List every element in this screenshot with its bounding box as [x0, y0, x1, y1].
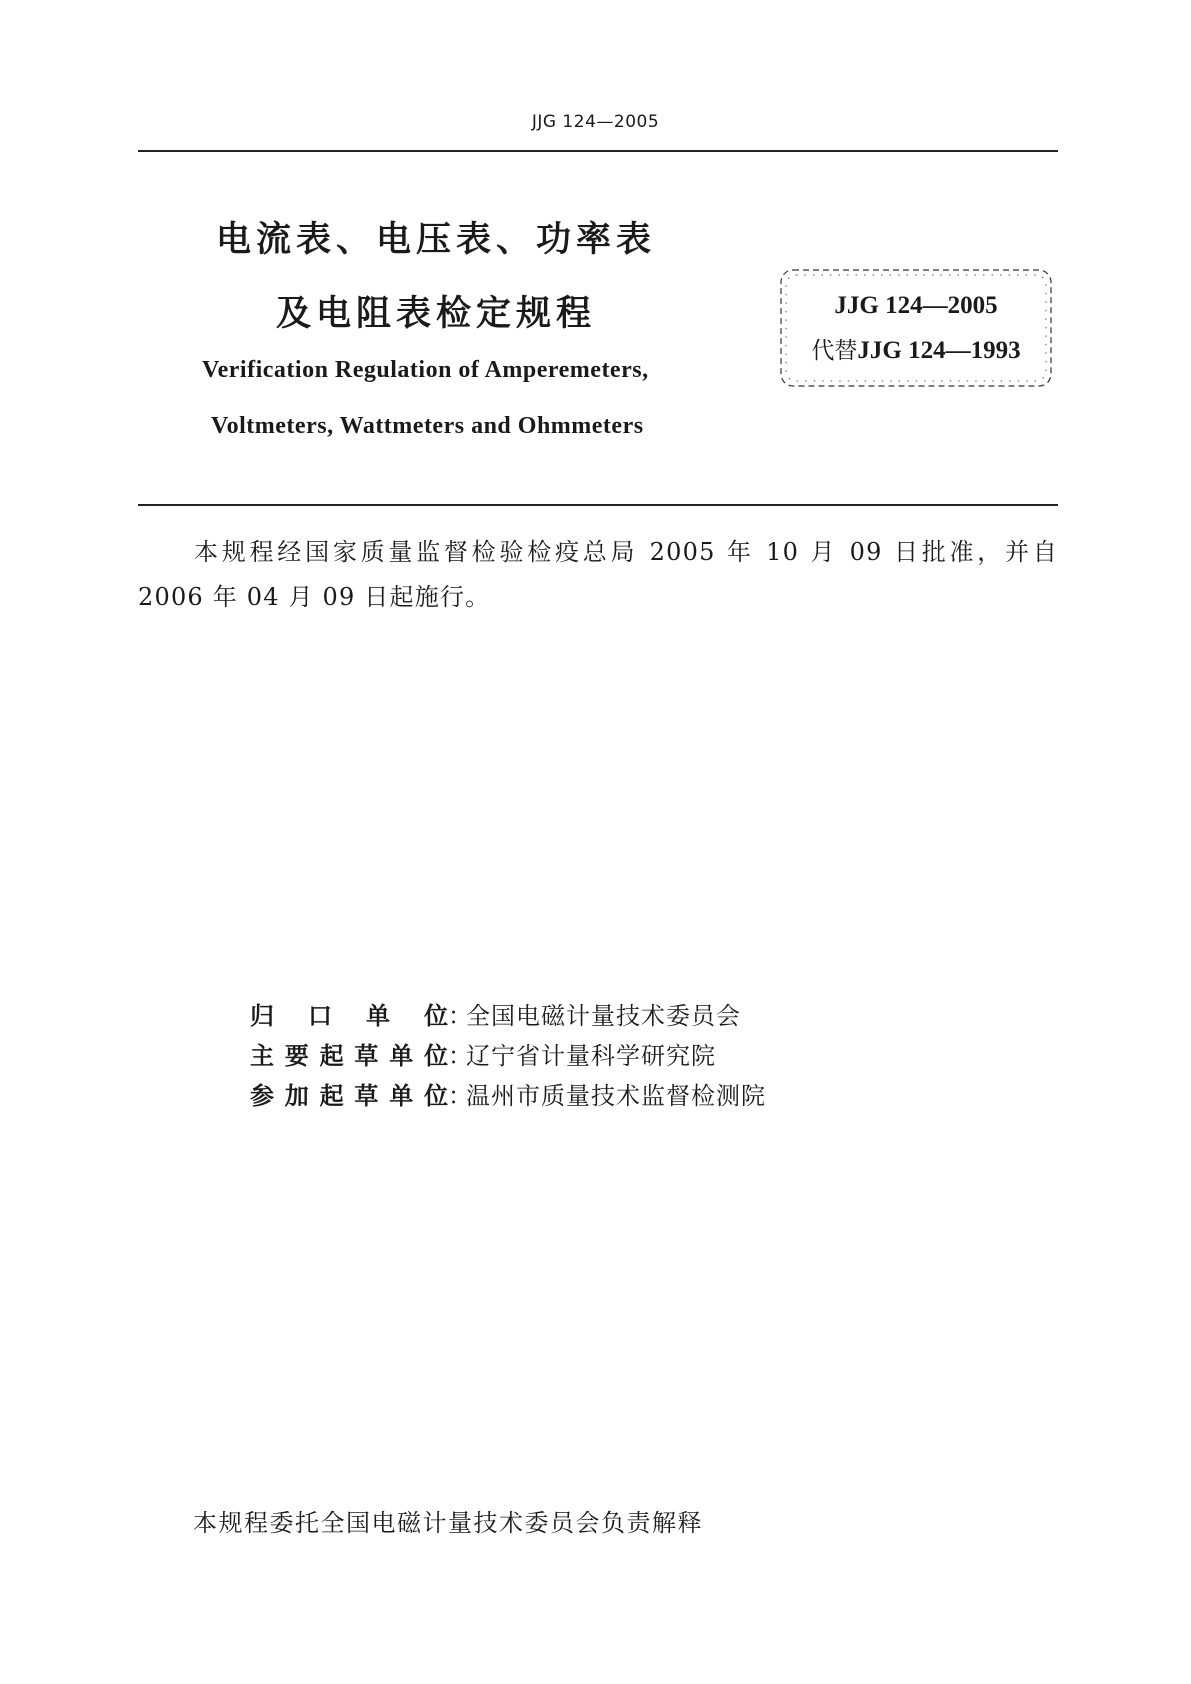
title-chinese-line-1: 电流表、电压表、功率表	[215, 220, 656, 260]
running-header-code: JJG 124—2005	[531, 112, 660, 132]
standard-code: JJG 124—2005	[834, 292, 998, 319]
approval-statement: 本规程经国家质量监督检验检疫总局 2005 年 10 月 09 日批准，并自 2006 年 04 月 09 日起施行。	[138, 538, 1058, 611]
org-row-responsible	[250, 996, 766, 1036]
replaces-prefix: 代替	[811, 338, 858, 364]
interpretation-statement: 本规程委托全国电磁计量技术委员会负责解释	[193, 1509, 703, 1537]
org-row-main-drafter	[250, 1036, 766, 1076]
title-chinese-line-2: 及电阻表检定规程	[275, 294, 596, 334]
replaces-line	[777, 332, 1055, 365]
org-colon: ：	[448, 1002, 472, 1030]
org-label: 参加起草单位	[250, 1082, 448, 1110]
title-english-line-2: Voltmeters, Wattmeters and Ohmmeters	[211, 413, 644, 439]
org-value: 辽宁省计量科学研究院	[466, 1042, 716, 1070]
header-rule	[138, 150, 1058, 152]
org-label: 归口单位	[250, 1002, 448, 1030]
drafting-organizations	[250, 996, 766, 1116]
org-colon: ：	[448, 1082, 472, 1110]
org-label: 主要起草单位	[250, 1042, 448, 1070]
org-value: 全国电磁计量技术委员会	[466, 1002, 741, 1030]
org-value: 温州市质量技术监督检测院	[466, 1082, 766, 1110]
section-rule	[138, 504, 1058, 506]
decorative-border	[777, 266, 1055, 390]
standard-code-box	[777, 266, 1055, 390]
replaced-standard-code: JJG 124—1993	[857, 337, 1021, 364]
org-colon: ：	[448, 1042, 472, 1070]
org-row-participating-drafter	[250, 1076, 766, 1116]
title-english-line-1: Verification Regulation of Amperemeters,	[202, 357, 649, 383]
